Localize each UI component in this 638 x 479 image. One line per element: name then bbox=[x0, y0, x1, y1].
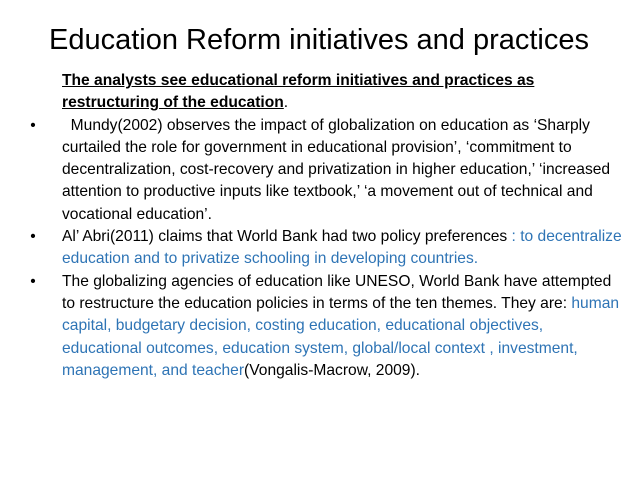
bullet-text: Al’ Abri(2011) claims that World Bank had two policy preferences bbox=[62, 228, 512, 246]
bullet-item-mundy bbox=[22, 115, 622, 226]
bullet-icon: • bbox=[30, 272, 36, 290]
bullet-icon: • bbox=[30, 228, 36, 246]
slide-body bbox=[22, 70, 622, 382]
bullet-citation: (Vongalis-Macrow, 2009). bbox=[244, 361, 420, 379]
bullet-highlight-text: human capital, budgetary decision, costing education, educational objectives, educational outcomes, education system, global/local context , investment, management, and teacher bbox=[62, 294, 620, 379]
bullet-icon: • bbox=[30, 116, 36, 134]
bullet-highlight-text: : to decentralize education and to privatize schooling in developing countries. bbox=[62, 228, 622, 268]
intro-period: . bbox=[283, 94, 289, 112]
slide-title: Education Reform initiatives and practices bbox=[49, 24, 589, 56]
intro-paragraph bbox=[22, 70, 622, 115]
bullet-text: The globalizing agencies of education like UNESO, World Bank have attempted to restructure the education policies in terms of the ten themes. They are: bbox=[62, 272, 612, 312]
bullet-text: Mundy(2002) observes the impact of globalization on education as ‘Sharply curtailed the role for government in educational provision’, ‘commitment to decentralization, cost-recovery and privatization in higher education,’ ‘increased attention to productive inputs like textbook,’ ‘a movement out of technical and vocational education’. bbox=[62, 116, 615, 223]
bullet-item-agencies bbox=[22, 271, 622, 382]
intro-text: The analysts see educational reform initiatives and practices as restructuring of the education bbox=[62, 72, 535, 112]
bullet-item-alabri bbox=[22, 226, 622, 271]
